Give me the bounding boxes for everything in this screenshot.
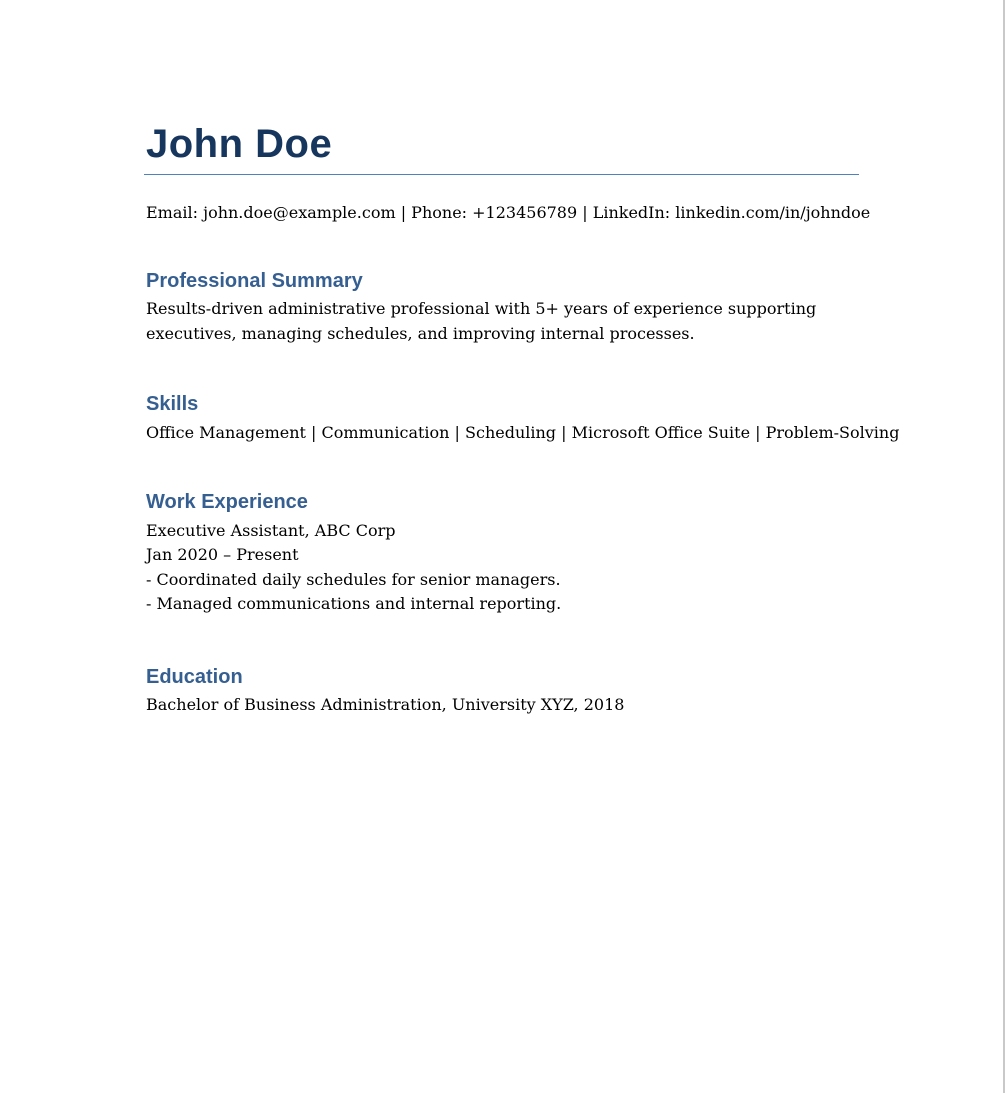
skills-text: Office Management | Communication | Scheduling | Microsoft Office Suite | Problem-Solving bbox=[146, 423, 900, 442]
resume-name: John Doe bbox=[146, 122, 333, 166]
section-education bbox=[146, 663, 861, 718]
title-divider bbox=[144, 174, 859, 175]
section-work-experience bbox=[146, 488, 861, 617]
contact-line: Email: john.doe@example.com | Phone: +123456789 | LinkedIn: linkedin.com/in/johndoe bbox=[146, 203, 871, 222]
summary-line-2: executives, managing schedules, and improving internal processes. bbox=[146, 323, 695, 343]
summary-line-1: Results-driven administrative professional with 5+ years of experience supporting bbox=[146, 299, 817, 318]
education-heading: Education bbox=[146, 665, 243, 688]
section-professional-summary bbox=[146, 267, 861, 346]
section-skills bbox=[146, 390, 900, 446]
work-position: Executive Assistant, ABC Corp bbox=[146, 520, 396, 540]
resume-content bbox=[146, 118, 900, 717]
summary-heading: Professional Summary bbox=[146, 270, 363, 292]
work-dates: Jan 2020 – Present bbox=[146, 545, 299, 564]
work-heading: Work Experience bbox=[146, 490, 308, 513]
summary-text bbox=[146, 297, 861, 346]
work-bullet: - Coordinated daily schedules for senior managers. bbox=[146, 569, 561, 589]
skills-heading: Skills bbox=[146, 393, 199, 415]
education-text: Bachelor of Business Administration, University XYZ, 2018 bbox=[146, 694, 625, 714]
work-bullet: - Managed communications and internal reporting. bbox=[146, 594, 562, 613]
work-entry bbox=[146, 519, 861, 617]
